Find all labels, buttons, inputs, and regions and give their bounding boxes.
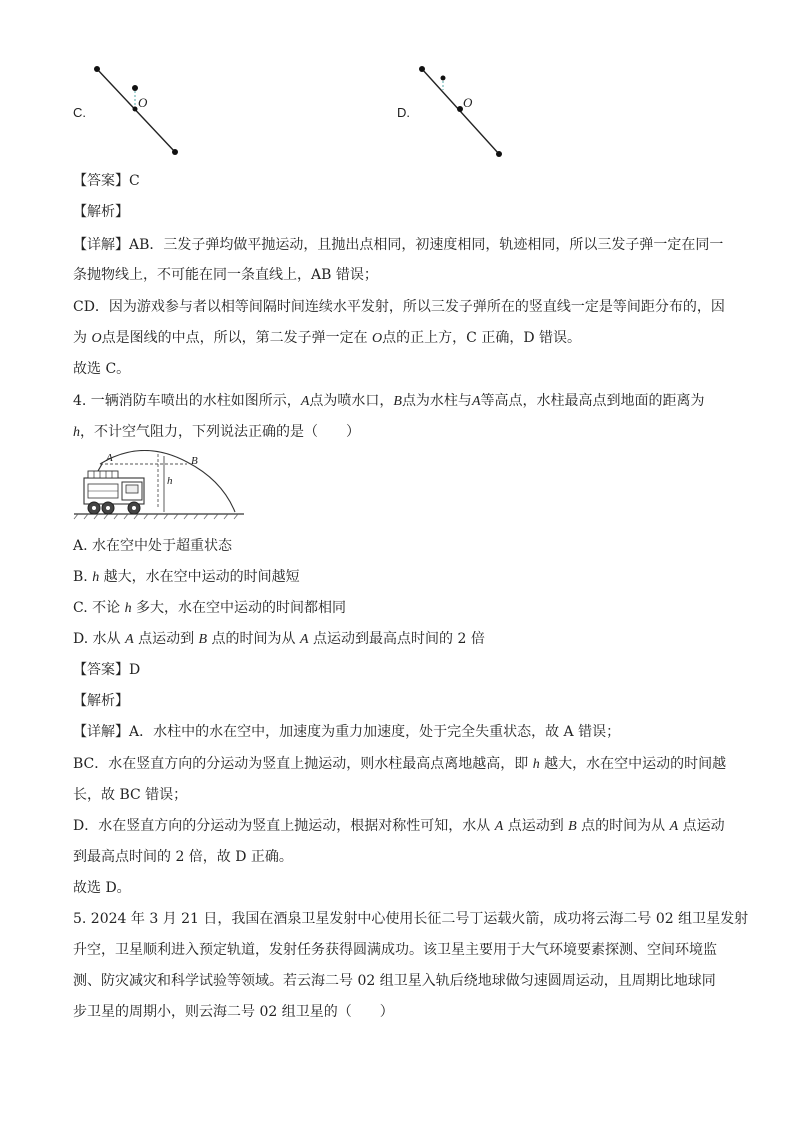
truck-window [126,485,138,493]
q3-detail-cd-1: CD．因为游戏参与者以相等间隔时间连续水平发射，所以三发子弹所在的竖直线一定是等间距分布的，因 [73,299,725,315]
bullet-point-3 [496,151,502,157]
q4-option-c: C. 不论 h 多大，水在空中运动的时间都相同 [73,600,347,616]
fire-truck-figure [72,450,252,522]
option-d-o-label: O [463,95,473,110]
figure-label-b: B [191,455,198,467]
q4-detail-a: 【详解】A．水柱中的水在空中，加速度为重力加速度，处于完全失重状态，故 A 错误； [73,724,621,740]
option-c-figure [85,60,195,165]
option-c-label: C. [73,105,86,120]
q4-detail-d-2: 到最高点时间的 2 倍，故 D 正确。 [73,849,293,865]
q3-analysis-heading: 【解析】 [73,204,129,220]
bullet-point-3 [172,149,178,155]
q4-conclusion: 故选 D。 [73,880,131,896]
q3-detail-cd-2: 为 O点是图线的中点，所以，第二发子弹一定在 O点的正上方，C 正确，D 错误。 [73,330,581,346]
figure-label-a: A [106,452,113,464]
nozzle-arm [98,464,102,471]
figure-label-h: h [167,475,173,487]
q4-analysis-text: 解析 [87,693,115,709]
bullet-point-2 [441,76,446,81]
option-d-label: D. [397,105,410,120]
q3-detail-ab-2: 条抛物线上，不可能在同一条直线上，AB 错误； [73,267,378,283]
q4-option-a: A. 水在空中处于超重状态 [73,538,233,554]
q4-stem-2: h，不计空气阻力，下列说法正确的是（ ） [73,424,360,440]
midpoint-o [133,107,138,112]
option-d-figure [410,60,520,165]
q3-analysis-text: 解析 [87,204,115,220]
q4-option-d: D. 水从 A 点运动到 B 点的时间为从 A 点运动到最高点时间的 2 倍 [73,631,485,647]
q5-line-2: 升空，卫星顺利进入预定轨道，发射任务获得圆满成功。该卫星主要用于大气环境要素探测、空间环境监 [73,942,717,958]
q3-conclusion: 故选 C。 [73,361,131,377]
q5-line-3: 测、防灾减灾和科学试验等领域。若云海二号 02 组卫星入轨后绕地球做匀速圆周运动，且周期比地球同 [73,973,716,989]
q4-detail-bc-1: BC．水在竖直方向的分运动为竖直上抛运动，则水柱最高点离地越高，即 h 越大，水在空中运动的时间越 [73,756,727,772]
q4-stem-1: 4. 一辆消防车喷出的水柱如图所示，A点为喷水口，B点为水柱与A等高点，水柱最高点到地面的距离为 [73,393,705,409]
q4-analysis-heading: 【解析】 [73,693,129,709]
q4-answer: 【答案】D [73,662,141,678]
q3-answer: 【答案】C [73,173,140,189]
option-c-o-label: O [138,95,148,110]
q4-detail-bc-2: 长，故 BC 错误； [73,787,188,803]
q4-option-b: B. h 越大，水在空中运动的时间越短 [73,569,300,585]
q3-detail-ab-1: 【详解】AB．三发子弹均做平抛运动，且抛出点相同，初速度相同，轨迹相同，所以三发子弹一定在同一 [73,237,724,253]
bullet-point-1 [419,66,425,72]
q5-line-4: 步卫星的周期小，则云海二号 02 组卫星的（ ） [73,1004,394,1020]
q4-detail-d-1: D．水在竖直方向的分运动为竖直上抛运动，根据对称性可知，水从 A 点运动到 B 点的时间为从 A 点运动 [73,818,725,834]
bullet-point-1 [94,66,100,72]
q5-line-1: 5. 2024 年 3 月 21 日，我国在酒泉卫星发射中心使用长征二号丁运载火箭，成功将云海二号 02 组卫星发射 [73,911,749,927]
bullet-point-2 [132,85,138,91]
ladder [88,471,118,478]
